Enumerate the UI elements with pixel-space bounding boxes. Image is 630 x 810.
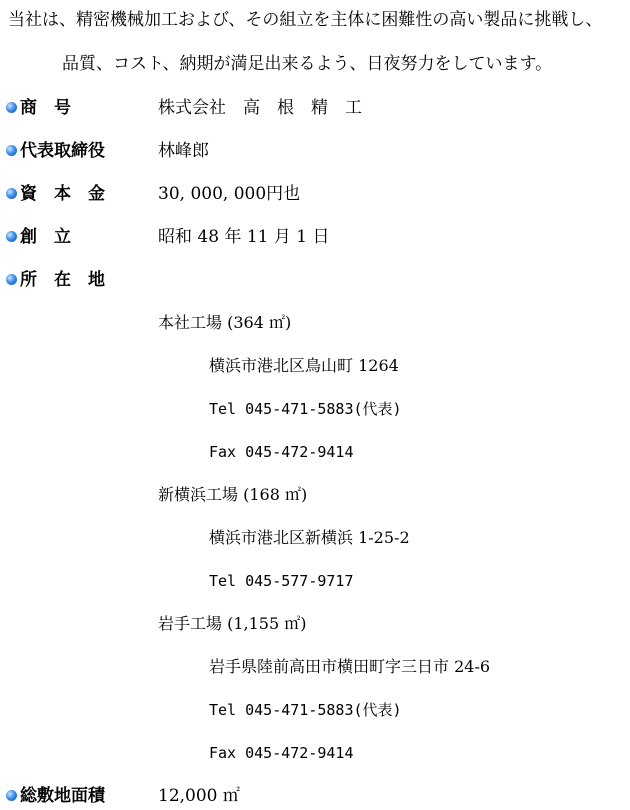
intro-line-2: 品質、コスト、納期が満足出来るよう、日夜努力をしています。 [62,54,553,74]
bullet-icon [6,274,17,285]
factory-name: 新横浜工場 (168 ㎡) [158,485,308,504]
info-label: 所 在 地 [20,270,105,290]
factory-name: 本社工場 (364 ㎡) [158,313,292,332]
factory-tel: Tel 045-471-5883(代表) [209,400,402,418]
factory-tel: Tel 045-471-5883(代表) [209,701,402,719]
info-value: 林峰郎 [158,141,209,161]
bullet-icon [6,188,17,199]
factory-fax: Fax 045-472-9414 [209,443,354,461]
factory-address: 横浜市港北区鳥山町 1264 [209,356,399,375]
info-value: 株式会社 高 根 精 工 [158,98,362,118]
intro-line-1: 当社は、精密機械加工および、その組立を主体に困難性の高い製品に挑戦し、 [8,10,603,30]
factory-fax: Fax 045-472-9414 [209,744,354,762]
bullet-icon [6,145,17,156]
info-label: 資 本 金 [20,184,105,204]
info-label: 商 号 [20,98,71,118]
info-label: 創 立 [20,227,71,247]
info-label: 総敷地面積 [20,786,105,806]
factory-tel: Tel 045-577-9717 [209,572,354,590]
info-label: 代表取締役 [20,141,105,161]
factory-name: 岩手工場 (1,155 ㎡) [158,614,307,633]
bullet-icon [6,102,17,113]
info-value: 12,000 ㎡ [158,786,240,806]
factory-address: 横浜市港北区新横浜 1-25-2 [209,528,410,547]
info-value: 昭和 48 年 11 月 1 日 [158,227,330,247]
info-value: 30, 000, 000円也 [158,184,301,204]
bullet-icon [6,231,17,242]
factory-address: 岩手県陸前高田市横田町字三日市 24-6 [209,657,491,676]
bullet-icon [6,790,17,801]
